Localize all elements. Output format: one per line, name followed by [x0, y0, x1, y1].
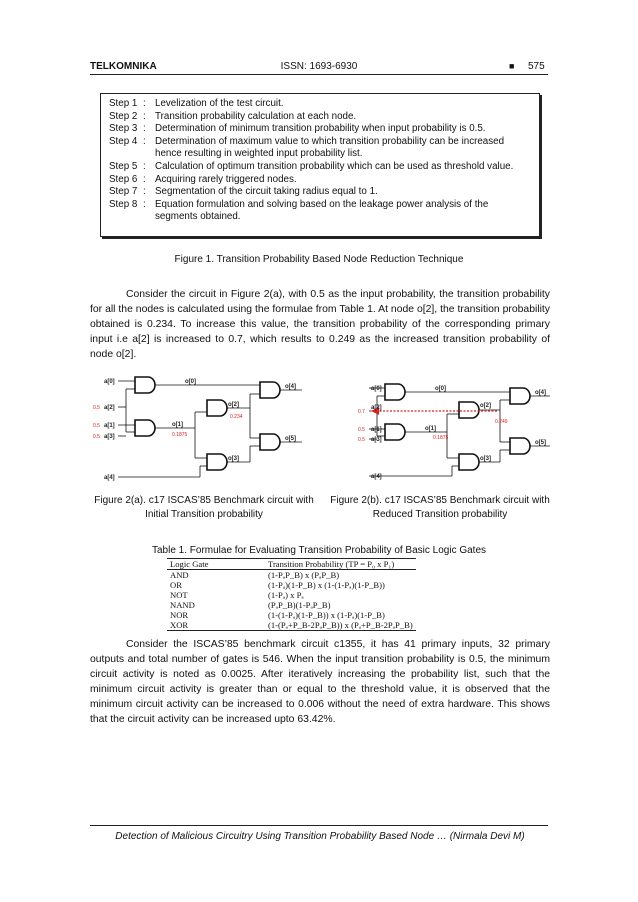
header-rule	[90, 74, 548, 75]
table-cell: (1-Pₐ) x Pₐ	[268, 590, 304, 600]
figure1-caption: Figure 1. Transition Probability Based Node Reduction Technique	[174, 254, 464, 265]
step-text: Transition probability calculation at each node.	[155, 110, 357, 122]
output-label-o5: o[5]	[285, 436, 296, 442]
step-colon: :	[143, 186, 146, 198]
paragraph-2-text: Consider the ISCAS’85 benchmark circuit c1355, it has 41 primary inputs, 32 primary outputs and total number of gates is 546. When the input transition probability is 0.5, the minimum circuit activity is noted as 0.0025. After iteratively increasing the probability list, such that the minimum circuit activity is greater than or equal to the threshold value, it is observed that the minimum circuit activity can be increased to 0.006 without the need of extra hardware. This shows that the circuit activity can be increased upto 63.42%.	[90, 639, 550, 725]
table-row	[167, 590, 416, 600]
table-cell: (1-PₐP_B) x (PₐP_B)	[268, 570, 340, 580]
node-prob-o1: 0.1875	[433, 435, 449, 441]
table-header-row	[167, 559, 416, 570]
step-text: Calculation of optimum transition probability which can be used as threshold value.	[155, 160, 514, 172]
step-item	[109, 136, 533, 161]
step-text: Equation formulation and solving based on the leakage power analysis of the segments obtained.	[155, 198, 489, 223]
formulae-table	[167, 558, 416, 631]
input-label-a3: a[3]	[371, 437, 382, 443]
footer-rule	[90, 825, 548, 826]
step-item	[109, 186, 533, 199]
output-label-o5: o[5]	[535, 440, 546, 446]
input-label-a1: a[1]	[371, 427, 382, 433]
table-row	[167, 570, 416, 581]
input-prob-a3: 0.5	[93, 434, 100, 440]
table-cell: XOR	[167, 620, 265, 631]
input-label-a4: a[4]	[104, 475, 115, 481]
table-cell: (1-Pₐ)(1-P_B) x (1-(1-Pₐ)(1-P_B))	[268, 580, 385, 590]
circuit-figure-b	[355, 370, 555, 488]
output-label-o3: o[3]	[228, 456, 239, 462]
step-colon: :	[143, 135, 146, 147]
output-label-o0: o[0]	[185, 379, 196, 385]
input-label-a0: a[0]	[371, 386, 382, 392]
step-colon: :	[143, 123, 146, 135]
step-key: Step 5	[109, 160, 138, 172]
figure2b-caption: Figure 2(b). c17 ISCAS’85 Benchmark circuit with Reduced Transition probability	[330, 495, 550, 520]
table-header-cell: Logic Gate	[167, 559, 265, 570]
table-row	[167, 610, 416, 620]
table-cell: OR	[170, 580, 182, 590]
input-prob-a1: 0.5	[358, 427, 365, 433]
output-label-o4: o[4]	[535, 390, 546, 396]
table-row	[167, 600, 416, 610]
step-item	[109, 199, 533, 224]
step-text: Levelization of the test circuit.	[155, 98, 284, 109]
table-cell: NAND	[170, 600, 195, 610]
step-item	[109, 111, 533, 124]
table-cell: (1-(Pₐ+P_B-2PₐP_B)) x (Pₐ+P_B-2PₐP_B)	[265, 620, 416, 631]
steps-box	[100, 93, 540, 237]
step-colon: :	[143, 110, 146, 122]
output-label-o2: o[2]	[228, 402, 239, 408]
input-label-a4: a[4]	[371, 474, 382, 480]
step-text: Acquiring rarely triggered nodes.	[155, 173, 297, 185]
table-header-cell: Transition Probability (TP = P₀ x P₁)	[265, 559, 416, 570]
output-label-o1: o[1]	[172, 422, 183, 428]
input-prob-a3: 0.5	[358, 437, 365, 443]
figure2a-caption: Figure 2(a). c17 ISCAS’85 Benchmark circuit with Initial Transition probability	[94, 495, 314, 520]
steps-list	[109, 98, 533, 224]
step-colon: :	[143, 198, 146, 210]
step-text: Determination of minimum transition probability when input probability is 0.5.	[155, 123, 486, 135]
node-prob-o1: 0.1875	[172, 432, 188, 438]
table-cell: (PₐP_B)(1-PₐP_B)	[268, 600, 331, 610]
footer-text: Detection of Malicious Circuitry Using Transition Probability Based Node … (Nirmala Devi M)	[115, 831, 525, 842]
input-prob-a1: 0.5	[93, 423, 100, 429]
table-cell: NOT	[170, 590, 188, 600]
input-prob-a2: 0.5	[93, 405, 100, 411]
circuit-figure-a	[90, 370, 310, 488]
step-key: Step 2	[109, 110, 138, 122]
step-text: Segmentation of the circuit taking radius equal to 1.	[155, 186, 378, 198]
step-item	[109, 174, 533, 187]
step-item	[109, 123, 533, 136]
step-item	[109, 98, 533, 111]
input-label-a1: a[1]	[104, 423, 115, 429]
issn: ISSN: 1693-6930	[280, 61, 358, 72]
table-cell: NOR	[170, 610, 189, 620]
table1-wrapper	[167, 558, 416, 631]
input-label-a3: a[3]	[104, 434, 115, 440]
step-item	[109, 161, 533, 174]
step-key: Step 7	[109, 186, 138, 198]
output-label-o4: o[4]	[285, 384, 296, 390]
page-number: 575	[528, 61, 545, 72]
paragraph-2	[90, 637, 550, 727]
step-key: Step 3	[109, 123, 138, 135]
output-label-o0: o[0]	[435, 386, 446, 392]
paragraph-1	[90, 287, 550, 362]
step-colon: :	[143, 173, 146, 185]
step-key: Step 4	[109, 135, 138, 147]
step-colon: :	[143, 160, 146, 172]
step-key: Step 1	[109, 98, 138, 109]
square-bullet-icon: ■	[509, 61, 515, 71]
step-colon: :	[143, 98, 146, 109]
table-cell: (1-(1-Pₐ)(1-P_B)) x (1-Pₐ)(1-P_B)	[268, 610, 385, 620]
step-key: Step 8	[109, 198, 138, 210]
table1-title: Table 1. Formulae for Evaluating Transition Probability of Basic Logic Gates	[151, 545, 487, 556]
paragraph-1-text: Consider the circuit in Figure 2(a), with 0.5 as the input probability, the transition probability for all the nodes is calculated using the formulae from Table 1. At node o[2], the transition probability obtained is 0.234. To increase this value, the transition probability of the corresponding primary input i.e a[2] is increased to 0.7, which results to 0.249 as the increased transition probability of node o[2].	[90, 289, 550, 360]
table-row	[167, 580, 416, 590]
node-prob-o2: 0.249	[495, 419, 508, 425]
input-label-a0: a[0]	[104, 379, 115, 385]
table-row	[167, 620, 416, 631]
output-label-o2: o[2]	[480, 403, 491, 409]
journal-name: TELKOMNIKA	[90, 61, 157, 72]
table-cell: AND	[170, 570, 189, 580]
output-label-o1: o[1]	[425, 426, 436, 432]
input-label-a2: a[2]	[104, 405, 115, 411]
step-key: Step 6	[109, 173, 138, 185]
input-label-a2: a[2]	[371, 405, 382, 411]
step-text: Determination of maximum value to which transition probability can be increased hence resulting in weighted input probability list.	[155, 135, 505, 160]
node-prob-o2: 0.234	[230, 414, 243, 420]
input-prob-a2: 0.7	[358, 409, 365, 415]
output-label-o3: o[3]	[480, 456, 491, 462]
